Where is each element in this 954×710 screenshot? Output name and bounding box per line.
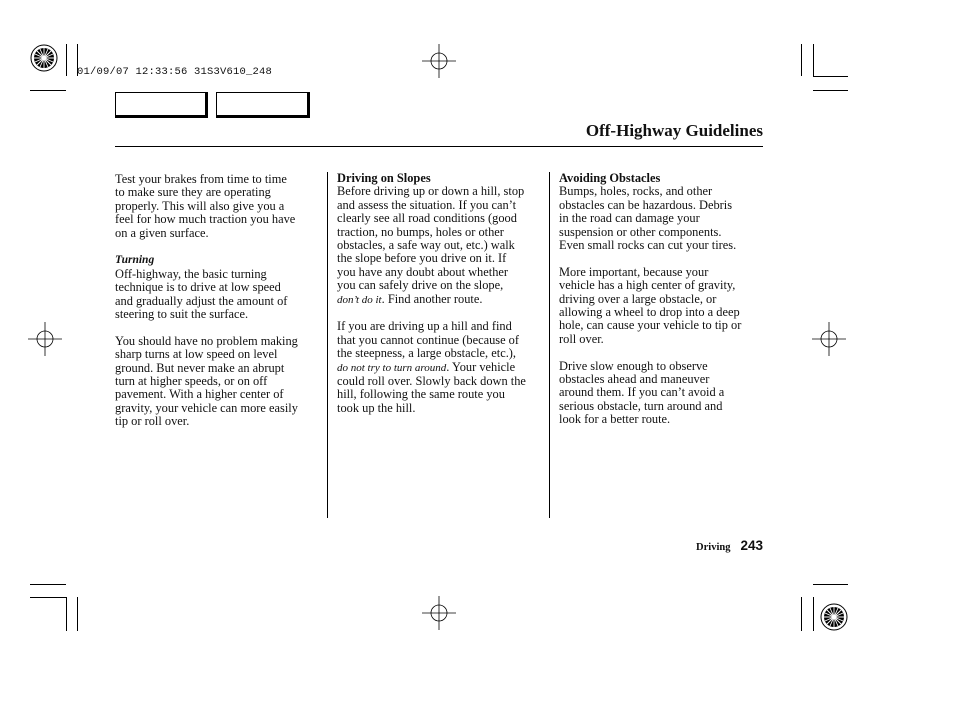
- section-heading: Avoiding Obstacles: [559, 171, 661, 185]
- crop-mark: [813, 90, 848, 91]
- text-line: around them. If you can’t avoid a: [559, 385, 725, 400]
- column-3: [559, 172, 741, 427]
- text-line: took up the hill.: [337, 400, 416, 415]
- text-line: the steepness, a large obstacle, etc.),: [337, 346, 517, 361]
- italic-emphasis: do not try to turn around: [337, 361, 447, 374]
- crop-mark: [66, 597, 67, 631]
- crop-mark: [801, 597, 802, 631]
- page-footer: [696, 537, 763, 555]
- text-line: technique is to drive at low speed: [115, 280, 281, 295]
- text-line: steering to suit the surface.: [115, 307, 249, 322]
- text-line: gravity, your vehicle can more easily: [115, 400, 298, 415]
- text-line: turn at higher speeds, or on off: [115, 374, 268, 389]
- section-heading: Driving on Slopes: [337, 171, 431, 185]
- crop-mark: [66, 44, 67, 76]
- text-line: Drive slow enough to observe: [559, 358, 708, 373]
- text-line: ground. But never make an abrupt: [115, 360, 285, 375]
- text-line: on a given surface.: [115, 225, 209, 240]
- text-line: that you cannot continue (because of: [337, 332, 520, 347]
- text-line: serious obstacle, turn around and: [559, 398, 723, 413]
- crop-mark: [30, 584, 66, 585]
- text-line: you have any doubt about whether: [337, 264, 509, 279]
- page-number: 243: [740, 538, 763, 553]
- text-line: roll over.: [559, 331, 604, 346]
- text-line: sharp turns at low speed on level: [115, 347, 278, 362]
- text-line: suspension or other components.: [559, 224, 722, 239]
- text-line: the slope before you drive on it. If: [337, 251, 507, 266]
- text-line: hill, following the same route you: [337, 387, 505, 402]
- crosshair-registration-icon: [812, 322, 846, 356]
- crop-mark: [813, 597, 814, 631]
- turning-heading: Turning: [115, 254, 155, 267]
- crosshair-registration-icon: [422, 44, 456, 78]
- text-line: You should have no problem making: [115, 333, 298, 348]
- crop-mark: [813, 76, 848, 77]
- text-line: obstacles, a safe way out, etc.) walk: [337, 238, 515, 253]
- italic-emphasis: don’t do it: [337, 293, 382, 306]
- crop-mark: [813, 584, 848, 585]
- text-line: vehicle has a high center of gravity,: [559, 278, 736, 293]
- text-line: obstacles can be hazardous. Debris: [559, 197, 733, 212]
- text-line: could roll over. Slowly back down the: [337, 374, 526, 389]
- text-line: tip or roll over.: [115, 414, 190, 429]
- crosshair-registration-icon: [422, 596, 456, 630]
- print-stamp: 01/09/07 12:33:56 31S3V610_248: [77, 66, 273, 78]
- text-line: Test your brakes from time to time: [115, 172, 287, 186]
- text-line: don’t do it. Find another route.: [337, 291, 483, 306]
- column-2: [337, 172, 526, 415]
- text-line: Even small rocks can cut your tires.: [559, 238, 737, 253]
- text-line: look for a better route.: [559, 412, 671, 427]
- starburst-registration-icon: [820, 603, 848, 631]
- text-line: and assess the situation. If you can’t: [337, 197, 517, 212]
- crosshair-registration-icon: [28, 322, 62, 356]
- column-divider: [549, 172, 550, 518]
- crop-mark: [77, 597, 78, 631]
- header-tab-box: [115, 92, 208, 118]
- text-line: feel for how much traction you have: [115, 212, 296, 227]
- text-line: you can safely drive on the slope,: [337, 278, 504, 293]
- text-line: in the road can damage your: [559, 211, 700, 226]
- crop-mark: [801, 44, 802, 76]
- page-title: Off-Highway Guidelines: [585, 121, 763, 140]
- text-line: More important, because your: [559, 264, 709, 279]
- text-line: and gradually adjust the amount of: [115, 293, 288, 308]
- column-1: [115, 173, 298, 429]
- title-rule: [115, 146, 763, 147]
- header-tab-box: [216, 92, 310, 118]
- text-line: allowing a wheel to drop into a deep: [559, 305, 740, 320]
- text-line: If you are driving up a hill and find: [337, 319, 512, 334]
- text-line: pavement. With a higher center of: [115, 387, 284, 402]
- text-line: to make sure they are operating: [115, 185, 271, 200]
- text-line: Off-highway, the basic turning: [115, 266, 267, 281]
- crop-mark: [30, 597, 66, 598]
- starburst-registration-icon: [30, 44, 58, 72]
- crop-mark: [813, 44, 814, 76]
- text-line: obstacles ahead and maneuver: [559, 372, 710, 387]
- text-line: properly. This will also give you a: [115, 198, 285, 213]
- text-line: driving over a large obstacle, or: [559, 291, 717, 306]
- footer-section-label: Driving: [696, 542, 731, 553]
- text-line: do not try to turn around. Your vehicle: [337, 359, 516, 374]
- text-line: Before driving up or down a hill, stop: [337, 184, 525, 199]
- text-line: traction, no bumps, holes or other: [337, 224, 504, 239]
- crop-mark: [30, 90, 66, 91]
- text-line: hole, can cause your vehicle to tip or: [559, 318, 742, 333]
- column-divider: [327, 172, 328, 518]
- text-line: clearly see all road conditions (good: [337, 211, 517, 226]
- text-line: Bumps, holes, rocks, and other: [559, 184, 713, 199]
